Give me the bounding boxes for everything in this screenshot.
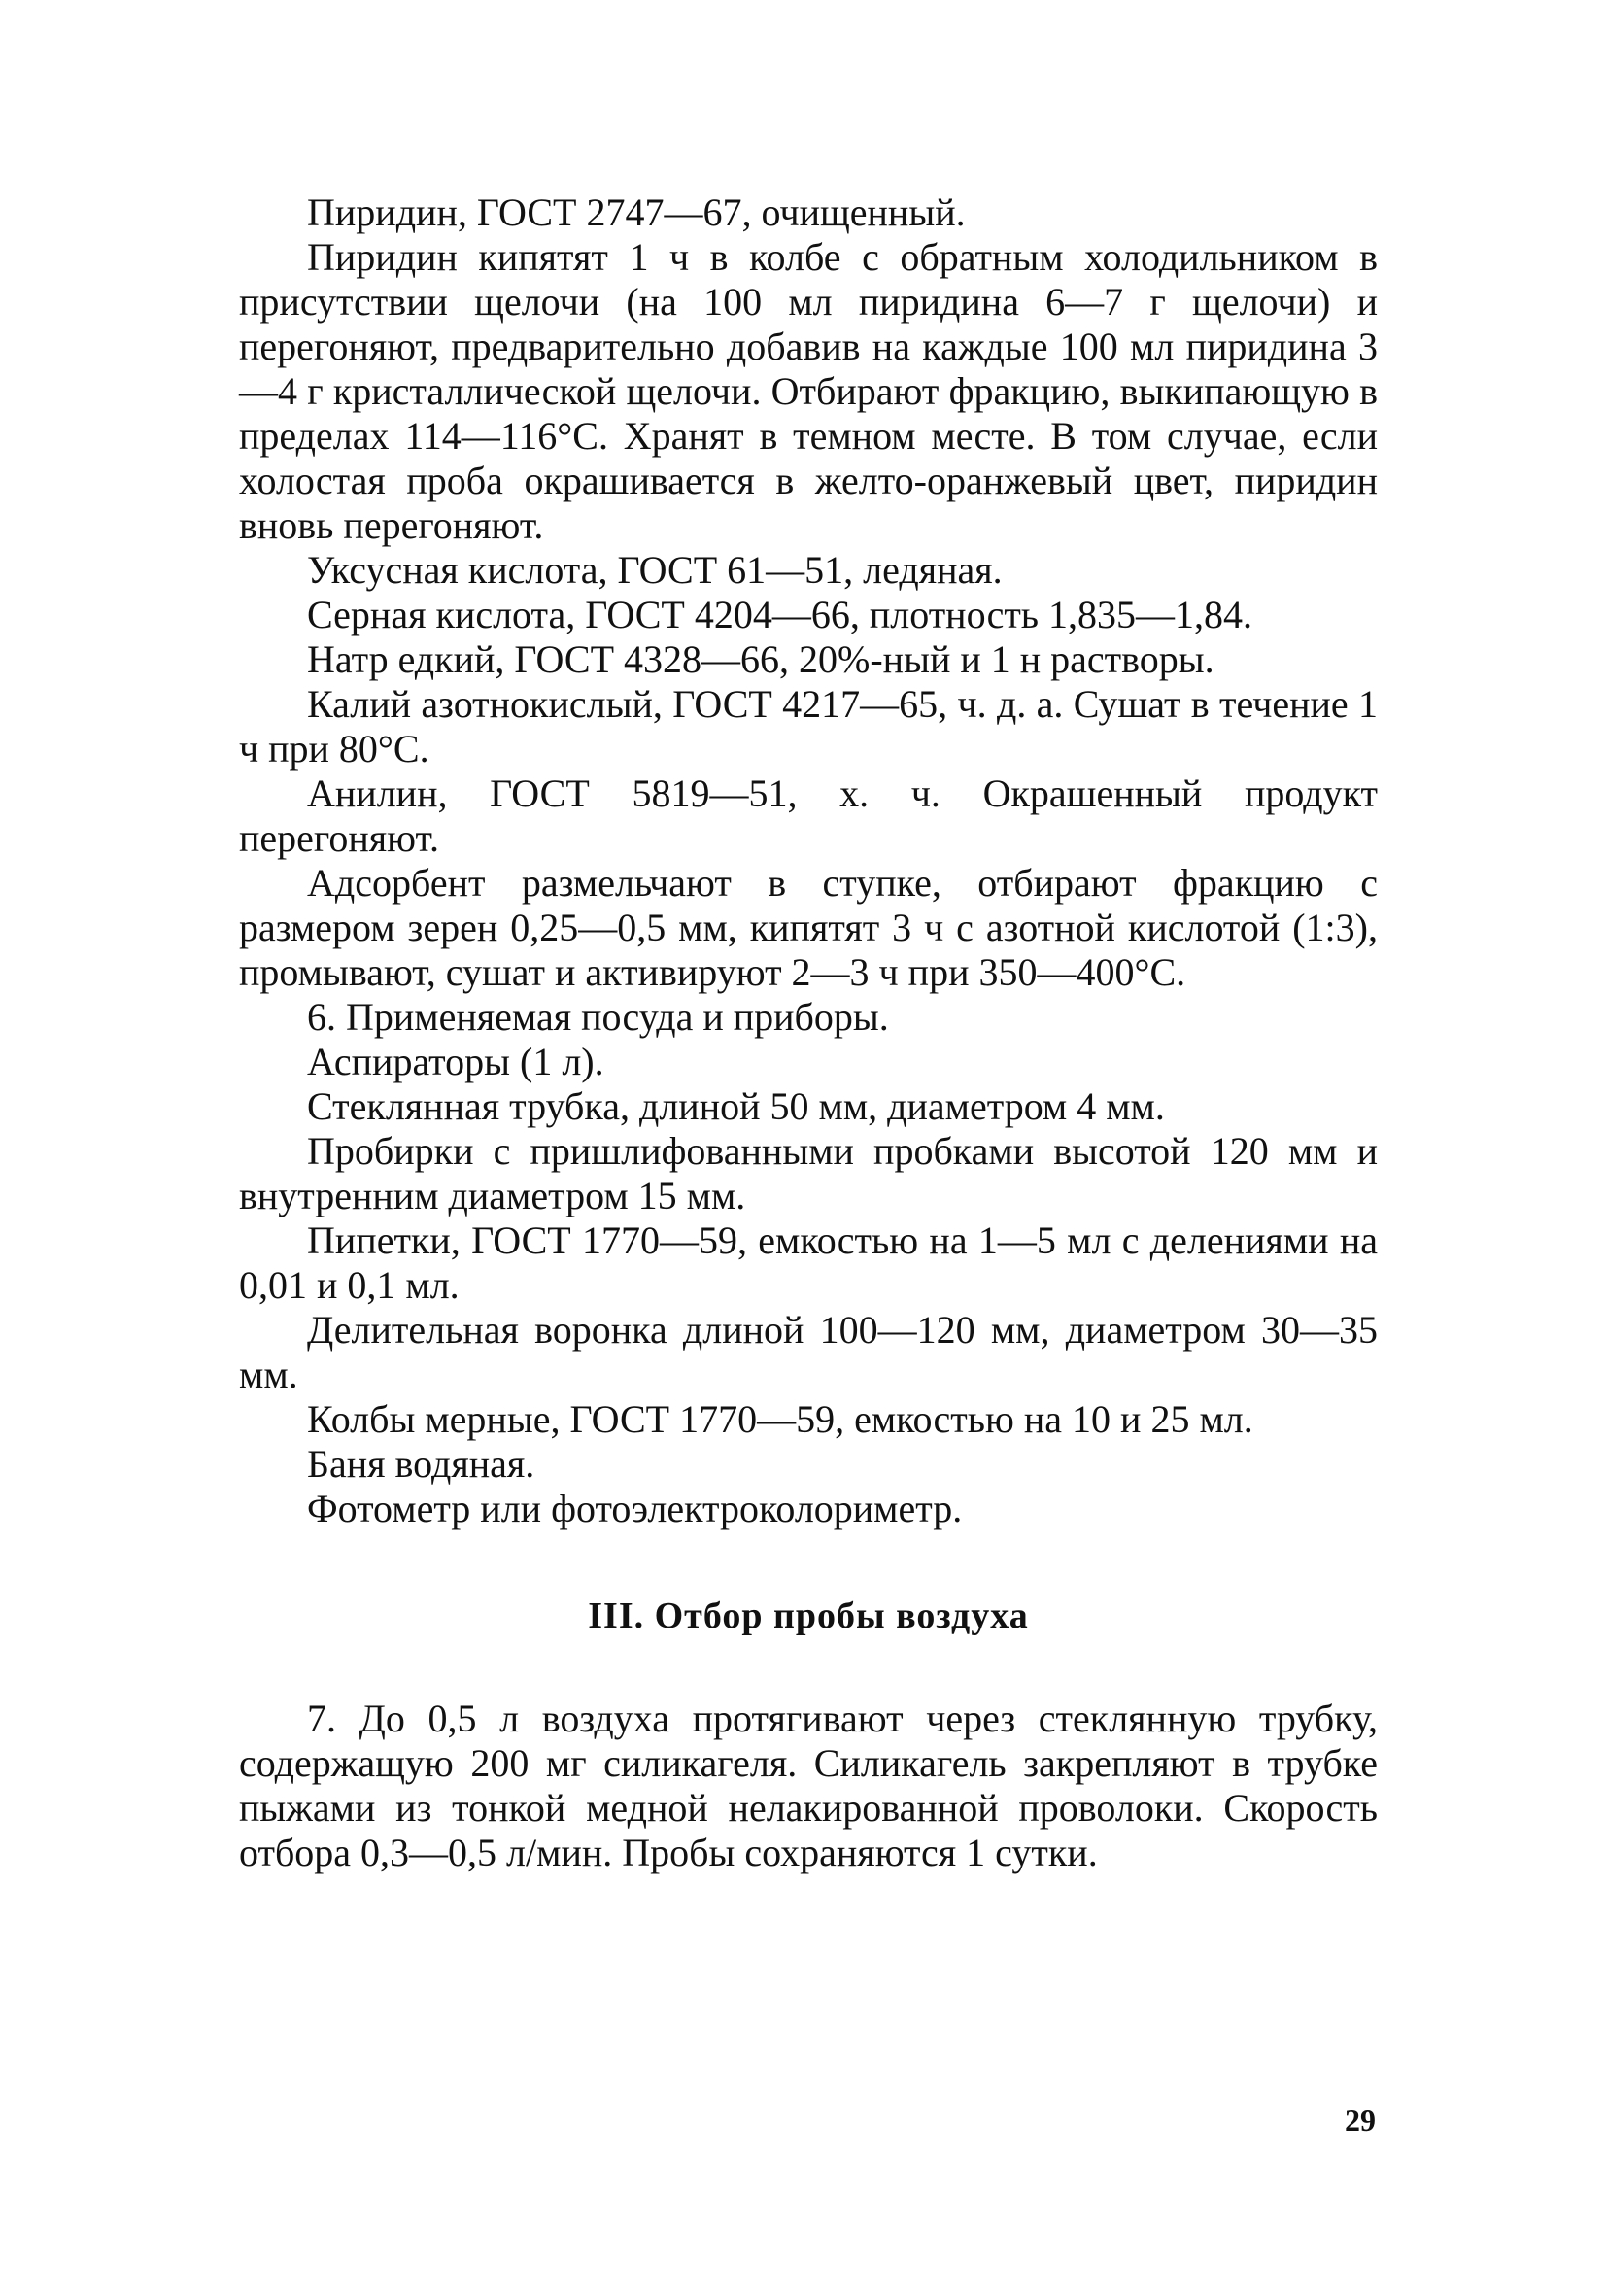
paragraph-water-bath: Баня водяная.: [307, 1442, 535, 1486]
paragraph-adsorbent: Адсорбент размельчают в ступке, отбирают фракцию с размером зерен 0,25—0,5 мм, кипятят 3 ч с азотной кислотой (1:3), промывают, сушат и активируют 2—3 ч при 350—400°С.: [239, 861, 1378, 994]
paragraph-potassium-nitrate: Калий азотнокислый, ГОСТ 4217—65, ч. д. а. Сушат в течение 1 ч при 80°С.: [239, 682, 1378, 771]
paragraph-pyridine-purification: Пиридин кипятят 1 ч в колбе с обратным холодильником в присутствии щелочи (на 100 мл пиридина 6—7 г щелочи) и перегоняют, предварительно добавив на каждые 100 мл пиридина 3—4 г кристаллической щелочи. Отбирают фракцию, выкипающую в пределах 114—116°С. Хранят в темном месте. В том случае, если холостая проба окрашивается в желто-оранжевый цвет, пиридин вновь перегоняют.: [239, 235, 1378, 547]
paragraph-aspirators: Аспираторы (1 л).: [307, 1040, 604, 1083]
paragraph-aniline: Анилин, ГОСТ 5819—51, х. ч. Окрашенный продукт перегоняют.: [239, 771, 1378, 860]
paragraph-sodium-hydroxide: Натр едкий, ГОСТ 4328—66, 20%-ный и 1 н растворы.: [307, 637, 1214, 681]
paragraph-equipment-title: 6. Применяемая посуда и приборы.: [307, 995, 889, 1039]
paragraph-acetic-acid: Уксусная кислота, ГОСТ 61—51, ледяная.: [307, 548, 1003, 592]
paragraph-sulfuric-acid: Серная кислота, ГОСТ 4204—66, плотность 1,835—1,84.: [307, 593, 1253, 636]
paragraph-volumetric-flasks: Колбы мерные, ГОСТ 1770—59, емкостью на 10 и 25 мл.: [307, 1397, 1253, 1441]
paragraph-test-tubes: Пробирки с пришлифованными пробками высотой 120 мм и внутренним диаметром 15 мм.: [239, 1129, 1378, 1217]
page-number: 29: [1345, 2103, 1376, 2138]
paragraph-pyridine: Пиридин, ГОСТ 2747—67, очищенный.: [307, 190, 966, 234]
section-heading: III. Отбор пробы воздуха: [588, 1595, 1029, 1636]
paragraph-photometer: Фотометр или фотоэлектроколориметр.: [307, 1487, 963, 1530]
paragraph-glass-tube: Стеклянная трубка, длиной 50 мм, диаметром 4 мм.: [307, 1084, 1165, 1128]
paragraph-air-sampling: 7. До 0,5 л воздуха протягивают через стеклянную трубку, содержащую 200 мг силикагеля. Силикагель закрепляют в трубке пыжами из тонкой медной нелакированной проволоки. Скорость отбора 0,3—0,5 л/мин. Пробы сохраняются 1 сутки.: [239, 1696, 1378, 1874]
paragraph-separatory-funnel: Делительная воронка длиной 100—120 мм, диаметром 30—35 мм.: [239, 1308, 1378, 1396]
paragraph-pipettes: Пипетки, ГОСТ 1770—59, емкостью на 1—5 мл с делениями на 0,01 и 0,1 мл.: [239, 1218, 1378, 1307]
page-body: [239, 190, 1378, 1875]
